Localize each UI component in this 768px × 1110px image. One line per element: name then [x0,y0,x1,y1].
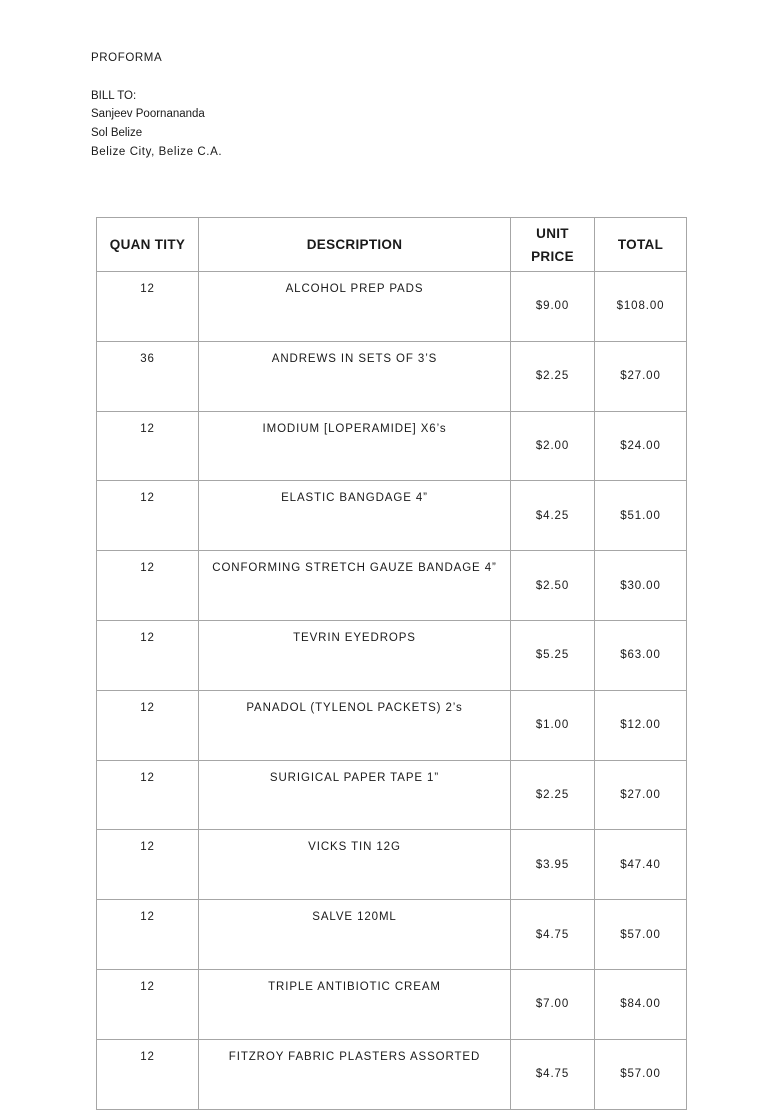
cell-description: ANDREWS IN SETS OF 3’S [199,341,511,411]
cell-quantity: 12 [97,481,199,551]
cell-total: $30.00 [595,551,687,621]
cell-quantity: 36 [97,341,199,411]
cell-total: $57.00 [595,900,687,970]
cell-description: CONFORMING STRETCH GAUZE BANDAGE 4” [199,551,511,621]
bill-to-company: Sol Belize [91,127,143,140]
cell-quantity: 12 [97,551,199,621]
cell-description: VICKS TIN 12G [199,830,511,900]
cell-quantity: 12 [97,272,199,342]
cell-total: $12.00 [595,690,687,760]
cell-quantity: 12 [97,830,199,900]
cell-quantity: 12 [97,969,199,1039]
table-row [97,481,687,551]
cell-unit-price: $4.75 [511,1039,595,1109]
cell-total: $27.00 [595,341,687,411]
header-unit-price-line1: UNIT [536,225,569,241]
cell-description: IMODIUM [LOPERAMIDE] X6’s [199,411,511,481]
header-total: TOTAL [595,218,687,272]
bill-header [91,49,222,162]
table-row [97,690,687,760]
cell-unit-price: $2.25 [511,760,595,830]
cell-total: $63.00 [595,620,687,690]
cell-total: $47.40 [595,830,687,900]
header-quantity: QUAN TITY [97,218,199,272]
invoice-table [96,217,687,1110]
cell-total: $27.00 [595,760,687,830]
cell-unit-price: $4.25 [511,481,595,551]
cell-unit-price: $2.50 [511,551,595,621]
bill-to-address: Belize City, Belize C.A. [91,145,223,158]
cell-description: SALVE 120ML [199,900,511,970]
cell-description: ELASTIC BANGDAGE 4” [199,481,511,551]
cell-unit-price: $2.00 [511,411,595,481]
document-title: PROFORMA [91,52,163,64]
table-row [97,411,687,481]
table-row [97,969,687,1039]
header-spacer [91,68,222,87]
cell-description: PANADOL (TYLENOL PACKETS) 2’s [199,690,511,760]
table-row [97,900,687,970]
table-row [97,830,687,900]
cell-quantity: 12 [97,760,199,830]
cell-description: ALCOHOL PREP PADS [199,272,511,342]
bill-to-label: BILL TO: [91,89,137,102]
cell-description: SURIGICAL PAPER TAPE 1” [199,760,511,830]
invoice-table-header [97,218,687,272]
cell-total: $51.00 [595,481,687,551]
cell-unit-price: $5.25 [511,620,595,690]
cell-quantity: 12 [97,411,199,481]
cell-quantity: 12 [97,690,199,760]
header-description: DESCRIPTION [199,218,511,272]
bill-to-name: Sanjeev Poornananda [91,108,205,121]
invoice-table-body [97,272,687,1110]
header-unit-price-line2: PRICE [531,248,574,264]
table-row [97,1039,687,1109]
cell-description: TRIPLE ANTIBIOTIC CREAM [199,969,511,1039]
cell-quantity: 12 [97,620,199,690]
table-row [97,760,687,830]
cell-total: $84.00 [595,969,687,1039]
cell-unit-price: $7.00 [511,969,595,1039]
header-unit-price [511,218,595,272]
cell-unit-price: $9.00 [511,272,595,342]
cell-description: TEVRIN EYEDROPS [199,620,511,690]
table-row [97,341,687,411]
table-row [97,272,687,342]
cell-quantity: 12 [97,1039,199,1109]
cell-quantity: 12 [97,900,199,970]
cell-unit-price: $4.75 [511,900,595,970]
cell-total: $108.00 [595,272,687,342]
header-row [97,218,687,272]
cell-total: $57.00 [595,1039,687,1109]
cell-total: $24.00 [595,411,687,481]
table-row [97,620,687,690]
cell-description: FITZROY FABRIC PLASTERS ASSORTED [199,1039,511,1109]
cell-unit-price: $3.95 [511,830,595,900]
cell-unit-price: $1.00 [511,690,595,760]
table-row [97,551,687,621]
cell-unit-price: $2.25 [511,341,595,411]
